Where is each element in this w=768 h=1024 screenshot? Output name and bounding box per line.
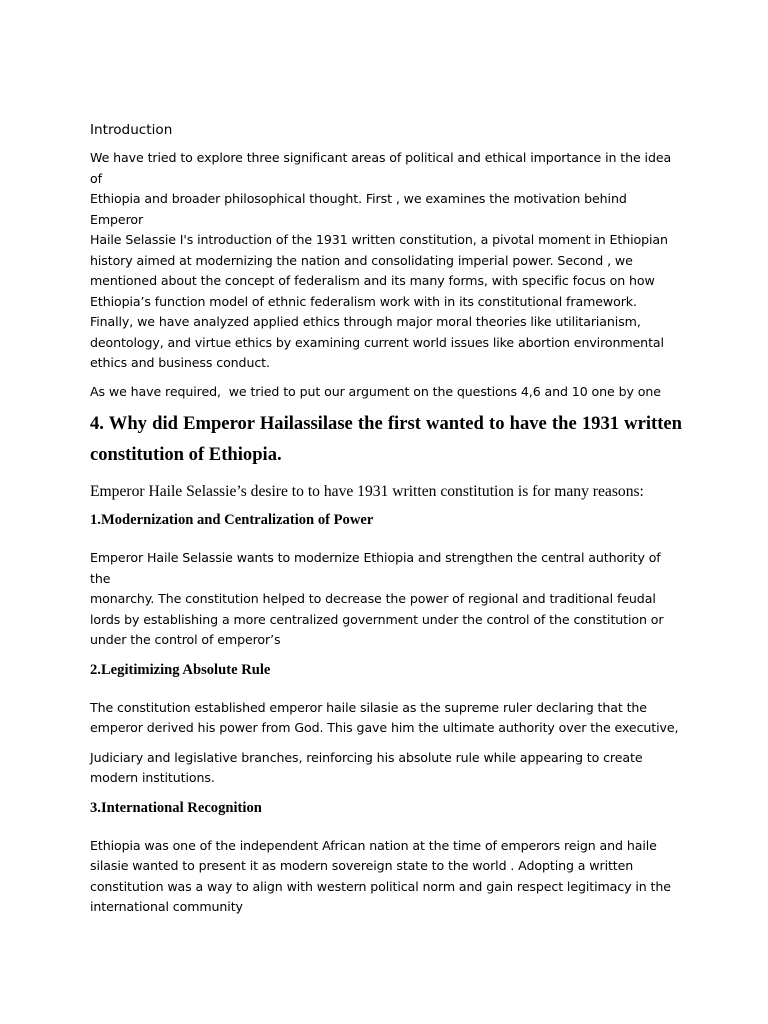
- text-line: lords by establishing a more centralized government under the control of the constitution or: [90, 611, 664, 627]
- text-line: ethics and business conduct.: [90, 355, 270, 370]
- text-line: Ethiopia was one of the independent African nation at the time of emperors reign and haile: [90, 837, 657, 853]
- text-line: constitution was a way to align with western political norm and gain respect legitimacy in the: [90, 878, 671, 894]
- scope-statement: As we have required, we tried to put our argument on the questions 4,6 and 10 one by one: [90, 383, 661, 399]
- text-line: history aimed at modernizing the nation and consolidating imperial power. Second , we: [90, 252, 633, 268]
- section-2-heading: 2.Legitimizing Absolute Rule: [90, 661, 271, 678]
- text-line: Finally, we have analyzed applied ethics through major moral theories like utilitarianism,: [90, 314, 641, 329]
- question-4-lead: Emperor Haile Selassie’s desire to to have 1931 written constitution is for many reasons:: [90, 483, 644, 500]
- text-line: silasie wanted to present it as modern sovereign state to the world . Adopting a written: [90, 858, 634, 873]
- text-line: Haile Selassie I's introduction of the 1931 written constitution, a pivotal moment in Ethiopian: [90, 232, 668, 247]
- text-line: Ethiopia and broader philosophical thought. First , we examines the motivation behind Emperor: [90, 191, 627, 227]
- section-2-paragraph-1: [90, 698, 682, 739]
- text-line: Judiciary and legislative branches, reinforcing his absolute rule while appearing to create: [90, 749, 643, 765]
- section-3-paragraph: [90, 836, 682, 918]
- text-line: monarchy. The constitution helped to decrease the power of regional and traditional feudal: [90, 591, 656, 606]
- text-line: Ethiopia’s function model of ethnic federalism work with in its constitutional framework.: [90, 293, 637, 309]
- section-3-heading: 3.International Recognition: [90, 799, 262, 816]
- introduction-paragraph: [90, 148, 682, 374]
- text-line: deontology, and virtue ethics by examining current world issues like abortion environmental: [90, 334, 664, 350]
- section-1-paragraph: [90, 548, 682, 651]
- text-line: modern institutions.: [90, 770, 215, 785]
- text-line: under the control of emperor’s: [90, 632, 281, 647]
- section-2-paragraph-2: [90, 748, 682, 789]
- introduction-heading: Introduction: [90, 122, 173, 138]
- text-line: emperor derived his power from God. This gave him the ultimate authority over the executive,: [90, 720, 679, 735]
- text-line: We have tried to explore three significant areas of political and ethical importance in the idea of: [90, 150, 672, 186]
- text-line: Emperor Haile Selassie wants to modernize Ethiopia and strengthen the central authority of the: [90, 550, 661, 586]
- text-line: mentioned about the concept of federalism and its many forms, with specific focus on how: [90, 273, 655, 288]
- question-4-heading: 4. Why did Emperor Hailassilase the first wanted to have the 1931 written constitution of Ethiopia.: [90, 413, 682, 465]
- document-body: [90, 120, 682, 918]
- section-1-heading: 1.Modernization and Centralization of Power: [90, 512, 374, 528]
- text-line: The constitution established emperor haile silasie as the supreme ruler declaring that the: [90, 699, 647, 715]
- text-line: international community: [90, 899, 243, 914]
